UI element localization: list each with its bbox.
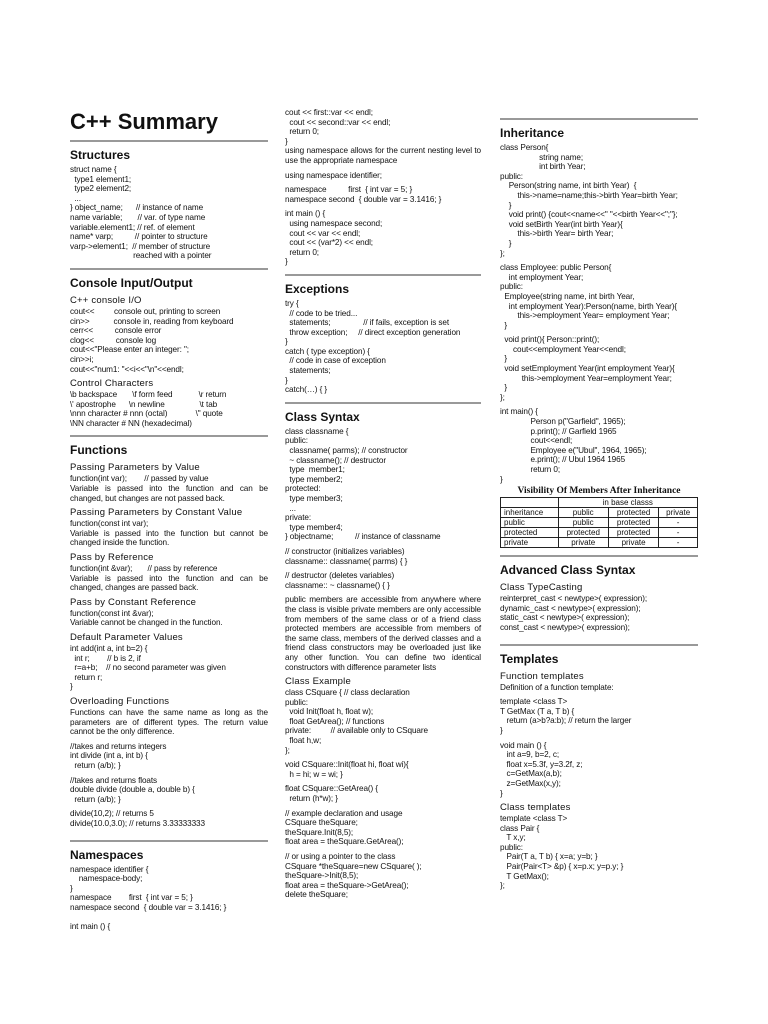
- control-characters-code: \b backspace \f form feed \r return \' apostrophe \n newline \t tab \nnn character # nnn (octal) \" quote \NN character # NN (hexadecimal): [70, 390, 227, 428]
- exceptions-code: try { // code to be tried... statements; // if fails, exception is set throw exception; // direct exception generation } catch ( type exception) { // code in case of exception statements; } catch(…) { }: [285, 298, 461, 395]
- pass-by-const-value-code: function(const int var);: [70, 519, 149, 529]
- usage-example-code: // example declaration and usage CSquare theSquare; theSquare.Init(8,5); float area = theSquare.GetArea();: [285, 808, 404, 847]
- exceptions-heading: Exceptions: [285, 281, 350, 296]
- table-cell: public: [501, 518, 559, 528]
- divider: [70, 840, 268, 842]
- visibility-table: [500, 497, 698, 548]
- divider: [70, 435, 268, 437]
- table-header: private: [659, 508, 698, 518]
- divider: [500, 555, 698, 557]
- employee-methods-code: void print(){ Person::print(); cout<<employment Year<<endl; } void setEmployment Year(int employment Year){ this->employment Year=employment Year; } };: [500, 335, 675, 402]
- table-row: [501, 538, 698, 548]
- typecasting-code: reinterpret_cast < newtype>( expression); dynamic_cast < newtype>( expression); static_cast < newtype>( expression); const_cast < newtype>( expression);: [500, 594, 647, 632]
- function-template-definition-text: Definition of a function template:: [500, 682, 614, 692]
- default-params-code: int add(int a, int b=2) { int r; // b is 2, if r=a+b; // no second parameter was given return r; }: [70, 644, 226, 692]
- console-io-code: cout<< console out, printing to screen cin>> console in, reading from keyboard cerr<< console error clog<< console log cout<<"Please enter an integer: "; cin>>i; cout<<"num1: "<<i<<"\n"<<endl;: [70, 306, 234, 374]
- table-cell: private: [608, 538, 658, 548]
- table-cell: protected: [608, 528, 658, 538]
- structures-code: struct name { type1 element1; type2 element2; ... } object_name; // instance of name name variable; // var. of type name variable.element1; // ref. of element name* varp; // pointer to structure varp->element1; // member of structure reached with a pointer: [70, 165, 212, 261]
- pass-by-const-reference-subheading: Pass by Constant Reference: [70, 596, 197, 608]
- class-example-subheading: Class Example: [285, 676, 351, 688]
- table-row: [501, 518, 698, 528]
- inheritance-heading: Inheritance: [500, 126, 565, 140]
- table-cell: [501, 498, 559, 508]
- overload-int-code: //takes and returns integers int divide (int a, int b) { return (a/b); }: [70, 741, 167, 770]
- namespaces-heading: Namespaces: [70, 847, 144, 862]
- pass-by-value-subheading: Passing Parameters by Value: [70, 462, 200, 474]
- class-syntax-heading: Class Syntax: [285, 409, 360, 424]
- divider: [70, 268, 268, 270]
- pass-by-value-text: Variable is passed into the function and can be changed, but changes are not passed back.: [70, 484, 268, 503]
- functions-heading: Functions: [70, 443, 128, 458]
- column-1: [70, 108, 268, 932]
- table-cell: protected: [501, 528, 559, 538]
- pass-by-const-reference-text: Variable cannot be changed in the function.: [70, 618, 223, 628]
- overload-calls-code: divide(10,2); // returns 5 divide(10.0,3.0); // returns 3.33333333: [70, 809, 205, 828]
- class-templates-subheading: Class templates: [500, 802, 571, 814]
- namespace-main-code: int main () { using namespace second; cout << var << endl; cout << (var*2) << endl; return 0; }: [285, 209, 383, 267]
- table-header: public: [558, 508, 608, 518]
- table-header: inheritance: [501, 508, 559, 518]
- divider: [500, 118, 698, 120]
- table-cell: -: [659, 518, 698, 528]
- divider: [70, 140, 268, 142]
- init-method-code: void CSquare::Init(float hi, float wi){ h = hi; w = wi; }: [285, 760, 409, 779]
- overloading-text: Functions can have the same name as long as the parameters are of different types. The return value cannot be the only difference.: [70, 707, 268, 737]
- table-cell: private: [501, 538, 559, 548]
- table-cell: protected: [608, 518, 658, 528]
- divider: [285, 274, 481, 276]
- control-characters-subheading: Control Characters: [70, 378, 154, 390]
- constructor-code: // constructor (initializes variables) classname:: classname( parms) { }: [285, 546, 408, 566]
- inheritance-main-code: int main() { Person p("Garfield", 1965); p.print(); // Garfield 1965 cout<<endl; Employee e("Ubul", 1964, 1965); e.print(); // Ubul 1964 1965 return 0; }: [500, 407, 647, 484]
- divider: [285, 402, 481, 404]
- person-class-code: class Person{ string name; int birth Year; public: Person(string name, int birth Year) { this->name=name;this->birth Year=birth Year; } void print() {cout<<name<<" "<<birth Year<<";"}; void setBirth Year(int birth Year){ this->birth Year= birth Year; } };: [500, 143, 678, 258]
- console-heading: Console Input/Output: [70, 275, 193, 290]
- pass-by-const-reference-code: function(const int &var);: [70, 608, 154, 618]
- pass-by-const-value-text: Variable is passed into the function but cannot be changed inside the function.: [70, 528, 268, 548]
- template-main-code: void main () { int a=9, b=2, c; float x=5.3f, y=3.2f, z; c=GetMax(a,b); z=GetMax(x,y); }: [500, 740, 583, 798]
- structures-heading: Structures: [70, 148, 131, 162]
- using-namespace-text: using namespace allows for the current nesting level to use the appropriate namespace: [285, 146, 481, 165]
- templates-heading: Templates: [500, 651, 559, 666]
- class-syntax-code: class classname { public: classname( parms); // constructor ~ classname(); // destructor type member1; type member2; protected: type member3; ... private: type member4; } objectname; // instance of classname: [285, 426, 441, 542]
- pass-by-reference-subheading: Pass by Reference: [70, 552, 154, 564]
- namespaces-code: namespace identifier { namespace-body; } namespace first { int var = 5; } namespace second { double var = 3.1416; } int main () {: [70, 864, 227, 932]
- namespace-decl-code: namespace first { int var = 5; } namespace second { double var = 3.1416; }: [285, 185, 442, 204]
- overloading-subheading: Overloading Functions: [70, 695, 170, 707]
- advanced-class-syntax-heading: Advanced Class Syntax: [500, 563, 636, 578]
- using-namespace-syntax: using namespace identifier;: [285, 170, 382, 180]
- pass-by-const-value-subheading: Passing Parameters by Constant Value: [70, 507, 243, 519]
- getarea-method-code: float CSquare::GetArea() { return (h*w); }: [285, 784, 378, 804]
- table-cell: -: [659, 528, 698, 538]
- access-specifiers-text: public members are accessible from anywhere where the class is visible private members are only accessible from members of the same class or of a friend class protected members are accessible from members of the same class, members of the derived classes and a friend class constructors may be overloaded just like any other function. You can define two identical constructors with difference parameter lists: [285, 595, 481, 672]
- namespace-continued-code: cout << first::var << endl; cout << second::var << endl; return 0; }: [285, 108, 391, 146]
- table-cell: protected: [558, 528, 608, 538]
- function-template-code: template <class T> T GetMax (T a, T b) { return (a>b?a:b); // return the larger }: [500, 697, 632, 735]
- pass-by-value-code: function(int var); // passed by value: [70, 474, 209, 484]
- divider: [500, 644, 698, 646]
- table-cell: -: [659, 538, 698, 548]
- overload-float-code: //takes and returns floats double divide (double a, double b) { return (a/b); }: [70, 775, 195, 804]
- table-group-header: in base classs: [558, 498, 697, 508]
- visibility-table-title: Visibility Of Members After Inheritance: [517, 486, 681, 497]
- class-example-code: class CSquare { // class declaration public: void Init(float h, float w); float GetArea(); // functions private: // available only to CSquare float h,w; };: [285, 688, 428, 755]
- console-io-subheading: C++ console I/O: [70, 294, 142, 306]
- function-templates-subheading: Function templates: [500, 670, 584, 682]
- class-template-code: template <class T> class Pair { T x,y; public: Pair(T a, T b) { x=a; y=b; } Pair(Pair<T> &p) { x=p.x; y=p.y; } T GetMax(); };: [500, 814, 624, 891]
- page-title: C++ Summary: [70, 109, 218, 134]
- employee-class-code: class Employee: public Person{ int employment Year; public: Employee(string name, int birth Year, int employment Year):Person(name, birth Year){ this->employment Year= employment Year; }: [500, 263, 678, 330]
- table-cell: private: [558, 538, 608, 548]
- typecasting-subheading: Class TypeCasting: [500, 582, 583, 594]
- table-row: [501, 528, 698, 538]
- pointer-example-code: // or using a pointer to the class CSquare *theSquare=new CSquare( ); theSquare->Init(8,5); float area = theSquare->GetArea(); delete theSquare;: [285, 852, 422, 900]
- pass-by-reference-code: function(int &var); // pass by reference: [70, 564, 218, 574]
- table-header: protected: [608, 508, 658, 518]
- default-params-subheading: Default Parameter Values: [70, 632, 183, 643]
- pass-by-reference-text: Variable is passed into the function and can be changed, changes are passed back.: [70, 573, 268, 593]
- column-3: [500, 116, 698, 891]
- table-cell: public: [558, 518, 608, 528]
- destructor-code: // destructor (deletes variables) classname:: ~ classname() { }: [285, 571, 395, 590]
- column-2: [285, 108, 481, 900]
